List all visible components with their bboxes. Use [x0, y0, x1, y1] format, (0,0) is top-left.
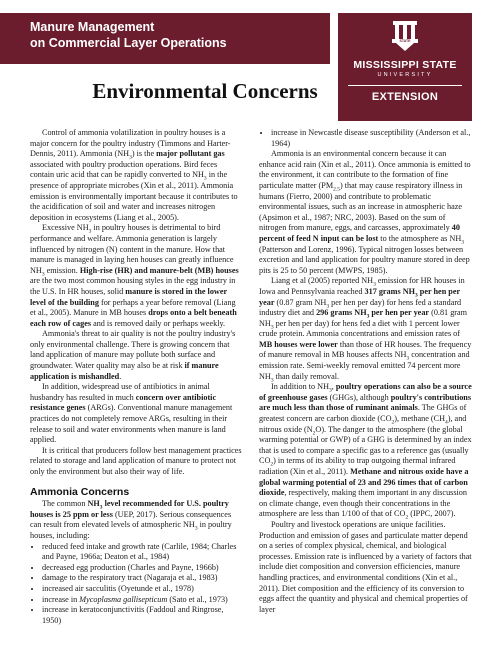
list-item: • reduced feed intake and growth rate (Carlile, 1984; Charles and Payne, 1966a; Deaton et al., 1984)	[42, 542, 243, 563]
paragraph: Excessive $NH_3$ in poultry houses is detrimental to bird performance and welfare. Ammonia generation is largely influenced by nitrogen (N) content in the manure. How that manure is managed in laying hen houses can greatly influence $NH_3$ emission. High-rise (HR) and manure-belt (MB) houses are the two most common housing styles in the egg industry in the U.S. In HR houses, solid manure is stored in the lower level of the building for perhaps a year before removal (Liang et al., 2005). Manure in MB houses drops onto a belt beneath each row of cages and is removed daily or perhaps weekly.	[30, 223, 239, 328]
logo-extension: EXTENSION	[371, 91, 439, 103]
list-item: • damage to the respiratory tract (Nagaraja et al., 1983)	[42, 573, 243, 584]
list-item: • increase in keratoconjunctivitis (Faddoul and Ringrose, 1950)	[42, 605, 243, 626]
section-heading-ammonia-concerns: Ammonia Concerns	[30, 485, 130, 498]
page-title: Environmental Concerns	[92, 79, 318, 103]
consequence-list	[30, 542, 243, 627]
svg-text:STATE: STATE	[399, 39, 411, 43]
series-title-line1: Manure Management	[30, 20, 155, 34]
list-item: • increased air sacculitis (Oyetunde et al., 1978)	[42, 584, 243, 595]
paragraph: Ammonia's threat to air quality is not the poultry industry's only environmental challenge. There is growing concern that land application of manure may pollute both surface and groundwater. Water quality may also be at risk if manure application is mishandled.	[30, 329, 236, 381]
series-title-line2: on Commercial Layer Operations	[30, 36, 227, 50]
left-column	[30, 128, 243, 626]
logo-university-name: MISSISSIPPI STATE	[353, 59, 457, 71]
list-item: • increase in Mycoplasma gallisepticum (Sato et al., 1973)	[42, 595, 243, 606]
series-band	[0, 13, 330, 64]
paragraph: It is critical that producers follow best management practices related to storage and land application of manure to protect not only the environment but also their way of life.	[30, 445, 242, 476]
paragraph: The common $NH_3$ level recommended for U.S. poultry houses is 25 ppm or less (UEP, 2017). Serious consequences can result from elevated levels of atmospheric $NH_3$ in poultry houses, including:	[30, 499, 232, 540]
consequence-list-continued	[259, 128, 472, 149]
series-title	[30, 19, 227, 51]
paragraph: In addition, widespread use of antibiotics in animal husbandry has resulted in much concern over antibiotic resistance genes (ARGs). Conventional manure management practices do not completely remove ARGs, resulting in their release to soil and water environments when manure is land applied.	[30, 382, 233, 445]
list-item: • decreased egg production (Charles and Payne, 1966b)	[42, 563, 243, 574]
msu-seal-icon	[390, 19, 420, 53]
logo-divider	[348, 85, 462, 86]
paragraph: Control of ammonia volatilization in poultry houses is a major concern for the poultry industry (Timmons and Harter-Dennis, 2011). Ammonia $(NH_3)$ is the major pollutant gas associated with poultry production operations. Bird feces contain uric acid that can be rapidly converted to $NH_3$ in the presence of appropriate microbes (Xin et al., 2011). Ammonia emission is environmentally important because it contributes to the acidification of soil and water and increases nitrogen deposition in ecosystems (Liang et al., 2005).	[30, 128, 238, 222]
paragraph: Liang et al (2005) reported $NH_3$ emission for HR houses in Iowa and Pennsylvania reached 317 grams $NH_3$ per hen per year (0.87 gram $NH_3$ per hen per day) for hens fed a standard industry diet and 296 grams $NH_3$ per hen per year (0.81 gram $NH_3$ per hen per day) for hens fed a diet with 1 percent lower crude protein. Ammonia concentrations and emission rates of MB houses were lower than those of HR houses. The frequency of manure removal in MB houses affects $NH_3$ concentration and emission rate. Semi-weekly removal emitted 74 percent more $NH_3$ than daily removal.	[259, 276, 472, 384]
logo-university-word: UNIVERSITY	[377, 72, 433, 78]
paragraph: Ammonia is an environmental concern because it can enhance acid rain (Xin et al., 2011). Once ammonia is emitted to the environment, it can contribute to the formation of fine particulate matter $(PM_{2.5})$ that may cause respiratory illness in humans (Fierro, 2000) and contribute to problematic environmental issues, such as an increase in atmospheric haze (Apsimon et al., 1987; NRC, 2003). Based on the sum of nitrogen from manure, eggs, and carcasses, approximately 40 percent of feed N input can be lost to the atmosphere as $NH_3$ (Patterson and Lorenz, 1996). Typical nitrogen losses between excretion and land application for poultry manure stored in deep pits is 25 to 50 percent (MWPS, 1985).	[259, 149, 471, 275]
paragraph: In addition to $NH_3$, poultry operations can also be a source of greenhouse gases (GHGs), although poultry's contributions are much less than those of ruminant animals. The GHGs of greatest concern are carbon dioxide $(CO_2)$, methane $(CH_4)$, and nitrous oxide $(N_2O)$. The danger to the atmosphere (the global warming potential or GWP) of a GHG is determined by an index that is used to compare a specific gas to a reference gas (usually $CO_2$) in terms of its ability to trap outgoing thermal infrared radiation (Xin et al., 2011). Methane and nitrous oxide have a global warming potential of 23 and 296 times that of carbon dioxide, respectively, making them important in any discussion on climate change, even though their concentrations in the atmosphere are less than 1/100 of that of $CO_2$ (IPPC, 2007).	[259, 382, 472, 522]
right-column	[259, 128, 472, 615]
paragraph: Poultry and livestock operations are unique facilities. Production and emission of gases and particulate matter depend on a series of complex physical, chemical, and biological processes. Emission rate is influenced by a variety of factors that include diet composition and conversion efficiencies, manure handling practices, and environmental conditions (Xin et al., 2011). Diet composition and the efficiency of its conversion to eggs affect the quantity and physical and chemical properties of layer	[259, 519, 472, 614]
msu-extension-logo[interactable]	[338, 13, 472, 121]
list-item: • increase in Newcastle disease susceptibility (Anderson et al., 1964)	[271, 128, 472, 149]
